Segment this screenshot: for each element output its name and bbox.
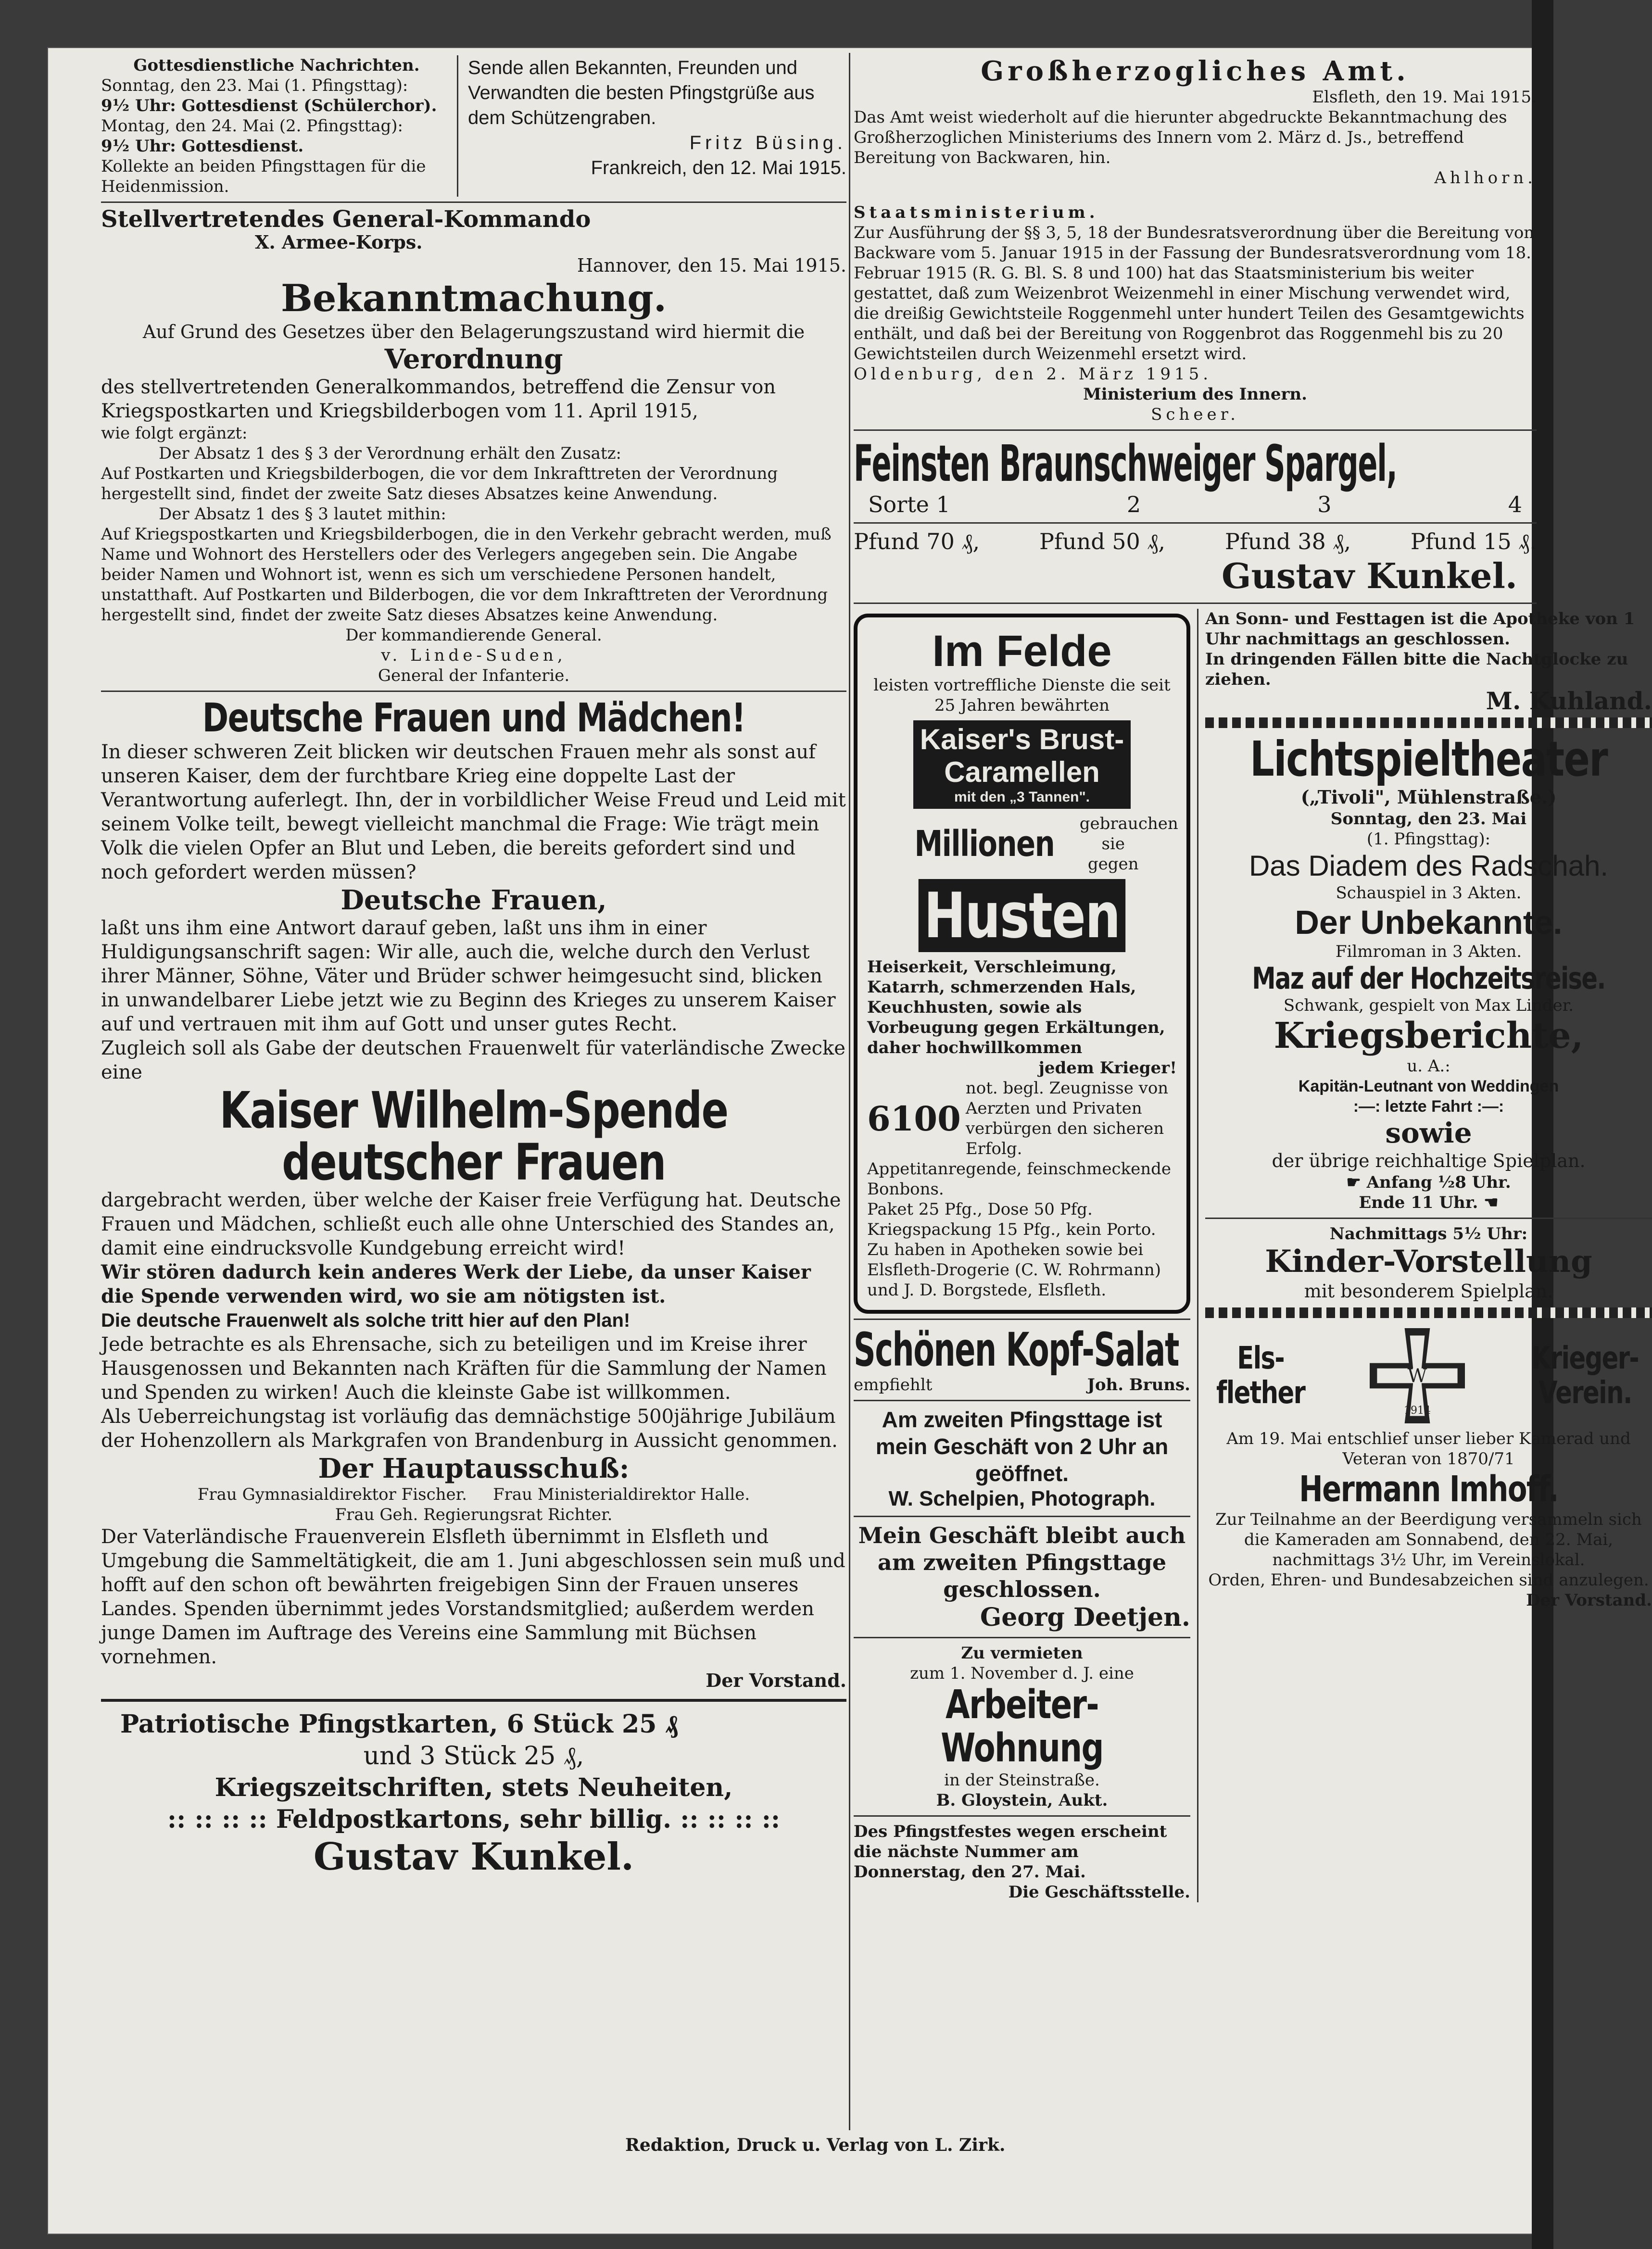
kaiser-text: Heiserkeit, Verschleimung, Katarrh, schmerzenden Hals, Keuchhusten, sowie als Vorbeugung gegen Erkältungen, daher hochwillkommen [867, 957, 1165, 1057]
kaiser-brand: Caramellen [944, 756, 1100, 788]
verein-text: Zur Teilnahme an der Beerdigung versammeln sich die Kameraden am Sonnabend, den 22. Mai, nachmittags 3½ Uhr, im Vereinslokal. [1215, 1510, 1642, 1570]
amt-date: Elsfleth, den 19. Mai 1915. [1312, 88, 1537, 107]
ausschuss-heading: Der Hauptausschuß: [318, 1453, 630, 1484]
kommando-title: Stellvertretendes General-Kommando [101, 206, 591, 233]
kommando-signature: v. Linde-Suden, [381, 646, 567, 665]
spargel-sorte: Sorte 1 [868, 491, 950, 517]
deetjen-ad [854, 1522, 1190, 1632]
staats-signature: Scheer. [1151, 405, 1239, 424]
kaiser-title: Im Felde [932, 627, 1112, 676]
pfingst-text: Des Pfingstfestes wegen erscheint die nächste Nummer am Donnerstag, den 27. Mai. [854, 1822, 1167, 1882]
apotheke-text: An Sonn- und Festtagen ist die Apotheke von 1 Uhr nachmittags an geschlossen. [1205, 609, 1635, 649]
amt-title: Großherzogliches Amt. [981, 55, 1410, 87]
wohnung-text: in der Steinstraße. [944, 1771, 1100, 1790]
gottesdienst-line: 9½ Uhr: Gottesdienst. [101, 137, 304, 156]
spargel-price: Pfund 15 ₰. [1410, 528, 1537, 554]
kommando-sub: X. Armee-Korps. [255, 231, 423, 253]
verein-name: Krieger- [1531, 1341, 1639, 1376]
spargel-price: Pfund 38 ₰, [1224, 528, 1351, 554]
wohnung-text: Zu vermieten [961, 1644, 1083, 1663]
licht-title: Lichtspieltheater [1249, 731, 1608, 787]
spargel-sorte: 3 [1317, 491, 1332, 517]
kaiser-num-row [867, 1078, 1177, 1159]
apotheke-name: M. Kuhland. [1486, 687, 1652, 715]
spargel-title: Feinsten Braunschweiger Spargel, [854, 434, 1397, 493]
staats-signature: Ministerium des Innern. [1083, 385, 1307, 404]
kunkel-line: Kriegszeitschriften, stets Neuheiten, [214, 1773, 733, 1802]
wohnung-text: zum 1. November d. J. eine [910, 1664, 1134, 1683]
ornament-border [1205, 717, 1652, 728]
gottesdienst-line: 9½ Uhr: Gottesdienst (Schülerchor). [101, 96, 437, 115]
verein-right [1532, 1341, 1639, 1410]
frauen-text: In dieser schweren Zeit blicken wir deutschen Frauen mehr als sonst auf unseren Kaiser, dem der furchtbare Krieg eine doppelte Last der Verantwortung auferlegt. Ihn, der in vorbildlicher Weise Freud und Leid mit seinem Volke teilt, bewegt vielleicht manchmal die Frage: Wie trägt mein Volk die vielen Opfer an Blut und Leben, die bereits gefordert sind und noch gefordert werden müssen? [101, 741, 846, 883]
divider [101, 201, 846, 203]
kommando-text: des stellvertretenden Generalkommandos, betreffend die Zensur von Kriegspostkarten und Kriegsbilderbogen vom 11. April 1915, [101, 376, 776, 422]
kaiser-text: Paket 25 Pfg., Dose 50 Pfg. Kriegspackung 15 Pfg., kein Porto. [867, 1200, 1156, 1239]
kaiser-text: not. begl. Zeugnisse von Aerzten und Privaten verbürgen den sicheren Erfolg. [965, 1079, 1169, 1158]
ausschuss-names: Frau Gymnasialdirektor Fischer. Frau Ministerialdirektor Halle. [197, 1485, 750, 1504]
wohnung-name: B. Gloystein, Aukt. [936, 1791, 1108, 1810]
kommando-date: Hannover, den 15. Mai 1915. [577, 255, 846, 276]
divider [854, 603, 1537, 604]
imprint-footer: Redaktion, Druck u. Verlag von L. Zirk. [625, 2135, 1006, 2155]
ausschuss-names: Frau Geh. Regierungsrat Richter. [335, 1505, 613, 1524]
verein-notice [1205, 1323, 1652, 1610]
licht-film: Das Diadem des Radschah. [1248, 850, 1609, 882]
pointing-hand-icon: ☛ [1346, 1173, 1367, 1192]
kommando-signature: General der Infanterie. [378, 666, 570, 685]
kaiser-brand-box [913, 720, 1131, 809]
divider [854, 1400, 1190, 1401]
licht-ad [1205, 733, 1652, 1303]
frauen-text: Wir stören dadurch kein anderes Werk der Liebe, da unser Kaiser die Spende verwenden wird, wo sie am nötigsten ist. [101, 1261, 811, 1307]
kaiser-brand: mit den „3 Tannen". [954, 789, 1090, 805]
spargel-name: Gustav Kunkel. [1222, 555, 1517, 596]
gottesdienst-line: Kollekte an beiden Pfingsttagen für die Heidenmission. [101, 157, 426, 196]
verordnung-heading: Verordnung [384, 343, 563, 375]
kommando-intro: Auf Grund des Gesetzes über den Belagerungszustand wird hiermit die [142, 321, 805, 342]
spargel-price: Pfund 50 ₰, [1039, 528, 1166, 554]
verein-deceased: Hermann Imhoff. [1299, 1469, 1558, 1510]
frauen-text: Die deutsche Frauenwelt als solche tritt hier auf den Plan! [101, 1310, 631, 1331]
salat-title: Schönen Kopf-Salat [854, 1323, 1179, 1377]
kommando-text: Der Absatz 1 des § 3 der Verordnung erhält den Zusatz: [159, 444, 621, 463]
licht-date: Sonntag, den 23. Mai [1330, 809, 1527, 829]
licht-ende [1205, 1193, 1652, 1213]
licht-ende-text: Ende 11 Uhr. [1359, 1193, 1478, 1212]
kaiser-brand: Kaiser's Brust- [920, 723, 1124, 755]
kommando-text: Auf Postkarten und Kriegsbilderbogen, die vor dem Inkrafttreten der Verordnung hergestellt sind, findet der zweite Satz dieses Absatzes keine Anwendung. [101, 464, 778, 503]
kaiser-ad-wrap [854, 609, 1190, 1902]
wohnung-title: Arbeiter-Wohnung [941, 1682, 1103, 1771]
staats-notice [854, 202, 1537, 425]
licht-film-sub: Filmroman in 3 Akten. [1335, 942, 1522, 961]
gruss-name: Fritz Büsing. [689, 132, 846, 153]
kaiser-text: Zu haben in Apotheken sowie bei Elsfleth-Drogerie (C. W. Rohrmann) und J. D. Borgstede, Elsfleth. [867, 1240, 1161, 1300]
divider [101, 691, 846, 692]
spargel-price: Pfund 70 ₰, [854, 528, 980, 554]
kaiser-number: 6100 [867, 1098, 961, 1139]
divider [854, 522, 1537, 524]
gottesdienst-notice [101, 55, 458, 197]
licht-sub: („Tivoli", Mühlenstraße.) [1300, 786, 1557, 808]
column-rule [849, 53, 850, 2130]
kommando-text: Auf Kriegspostkarten und Kriegsbilderbogen, die in den Verkehr gebracht werden, muß Name und Wohnort des Herstellers oder des Verlegers angegeben sein. Die Angabe beider Namen und Wohnort ist, wenn es sich um verschiedene Personen handelt, unstatthaft. Auf Postkarten und Bilderbogen, die vor dem Inkrafttreten der Verordnung hergestellt sind, findet der zweite Satz dieses Absatzes keine Anwendung. [101, 525, 832, 625]
divider [1205, 1218, 1652, 1219]
verein-name: Verein. [1539, 1375, 1632, 1411]
gruss-notice [458, 55, 846, 197]
frauen-text: Zugleich soll als Gabe der deutschen Frauenwelt für vaterländische Zwecke eine [101, 1037, 845, 1083]
frauen-text: Der Vaterländische Frauenverein Elsfleth übernimmt in Elsfleth und Umgebung die Sammeltätigkeit, die am 1. Juni abgeschlossen sein muß und hofft auf den schon oft bewährten freigebigen Sinn der Frauen unseres Landes. Spenden übernimmt jedes Vorstandsmitglied; außerdem werden junge Damen im Auftrage des Vereins eine Sammlung mit Büchsen vornehmen. [101, 1526, 845, 1668]
right-sub-column [1197, 609, 1652, 1902]
pfingst-signature: Die Geschäftsstelle. [1008, 1883, 1190, 1902]
kommando-text: Der Absatz 1 des § 3 lautet mithin: [159, 504, 446, 524]
verein-left [1216, 1341, 1305, 1410]
spargel-sorte: 4 [1508, 491, 1522, 517]
divider-thick [101, 1699, 846, 1702]
frauen-subheading: Deutsche Frauen, [340, 884, 607, 916]
gottesdienst-title: Gottesdienstliche Nachrichten. [133, 56, 420, 75]
right-column [854, 55, 1652, 1902]
licht-film: Der Unbekannte. [1295, 904, 1563, 941]
kunkel-line: Patriotische Pfingstkarten, 6 Stück 25 ₰ [120, 1709, 678, 1739]
salat-emp: empfiehlt [854, 1375, 933, 1395]
licht-anfang-text: Anfang ½8 Uhr. [1366, 1173, 1511, 1192]
schelpien-name: W. Schelpien, Photograph. [888, 1487, 1156, 1510]
licht-film-sub: Schwank, gespielt von Max Linder. [1283, 996, 1574, 1015]
staats-title: Staatsministerium. [854, 203, 1099, 222]
bekanntmachung-heading: Bekanntmachung. [281, 276, 667, 320]
licht-kinder: Kinder-Vorstellung [1265, 1244, 1592, 1280]
left-column [101, 55, 846, 1879]
spargel-sorte: 2 [1126, 491, 1141, 517]
kunkel-name: Gustav Kunkel. [313, 1835, 634, 1879]
kommando-notice [101, 208, 846, 686]
frauen-appeal [101, 697, 846, 1692]
salat-name: Joh. Bruns. [1087, 1375, 1190, 1395]
licht-anfang [1205, 1172, 1652, 1193]
divider [854, 1637, 1190, 1638]
gottesdienst-line: Sonntag, den 23. Mai (1. Pfingsttag): [101, 76, 408, 95]
kommando-text: wie folgt ergänzt: [101, 424, 248, 443]
licht-kinder-sub: mit besonderem Spielplan. [1304, 1281, 1553, 1302]
gottesdienst-line: Montag, den 24. Mai (2. Pfingsttag): [101, 116, 403, 136]
kaiser-text: leisten vortreffliche Dienste die seit 25 Jahren bewährten [873, 676, 1171, 715]
pointing-hand-icon: ☚ [1478, 1193, 1499, 1212]
licht-film-sub: u. A.: [1407, 1056, 1450, 1076]
schelpien-ad [854, 1406, 1190, 1511]
verein-year: 1914 [1403, 1405, 1431, 1417]
licht-film-sub: :—: letzte Fahrt :—: [1353, 1097, 1504, 1116]
gottes-block [101, 55, 846, 197]
kaiser-text: gebrauchen sie gegen [1079, 814, 1178, 874]
staats-date: Oldenburg, den 2. März 1915. [854, 364, 1212, 384]
verein-text: Orden, Ehren- und Bundesabzeichen sind anzulegen. [1208, 1571, 1649, 1590]
pfingst-notice [854, 1822, 1190, 1902]
verein-text: Am 19. Mai entschlief unser lieber Kamerad und Veteran von 1870/71 [1226, 1429, 1631, 1469]
frauen-text: dargebracht werden, über welche der Kaiser freie Verfügung hat. Deutsche Frauen und Mädchen, schließt euch alle ohne Unterschied des Standes an, damit eine eindrucksvolle Kundgebung erreicht wird! [101, 1189, 841, 1259]
spargel-ad [854, 436, 1537, 598]
kaiser-millionen: Millionen [914, 823, 1055, 865]
ornament-border [1205, 1307, 1652, 1318]
gruss-text: Sende allen Bekannten, Freunden und Verwandten die besten Pfingstgrüße aus dem Schützengraben. [468, 57, 815, 128]
verein-name: flether [1216, 1375, 1305, 1411]
kommando-signature: Der kommandierende General. [345, 626, 602, 645]
verein-header [1205, 1323, 1652, 1429]
verein-name: Els- [1237, 1341, 1285, 1376]
kunkel-ad [101, 1709, 846, 1879]
salat-ad [854, 1325, 1190, 1395]
kaiser-text: jedem Krieger! [1038, 1058, 1177, 1078]
licht-film-sub: der übrige reichhaltige Spielplan. [1272, 1150, 1586, 1171]
licht-film: Kriegsberichte, [1274, 1015, 1584, 1056]
frauen-text: Als Ueberreichungstag ist vorläufig das demnächstige 500jährige Jubiläum der Hohenzollern als Markgrafen von Brandenburg in Aussicht genommen. [101, 1406, 838, 1452]
amt-signature: Ahlhorn. [1434, 168, 1537, 188]
spende-heading: Kaiser Wilhelm-Spende deutscher Frauen [219, 1081, 728, 1192]
staats-text: Zur Ausführung der §§ 3, 5, 18 der Bundesratsverordnung über die Bereitung von Backware vom 5. Januar 1915 in der Fassung der Bundesratsverordnung vom 18. Februar 1915 (R. G. Bl. S. 8 und 100) hat das Staatsministerium bis weiter gestattet, daß zum Weizenbrot Weizenmehl in einer Mischung verwendet wird, die dreißig Gewichtsteile Roggenmehl unter hundert Teilen des Gesamtgewichts enthält, und daß bei der Bereitung von Roggenbrot das Roggenmehl bis zu 20 Gewichtsteilen durch Weizenmehl ersetzt wird. [854, 223, 1535, 364]
frauen-text: Jede betrachte es als Ehrensache, sich zu beteiligen und im Kreise ihrer Hausgenossen und Bekannten nach Kräften für die Sammlung der Namen und Spenden zu wirken! Auch die kleinste Gabe ist willkommen. [101, 1333, 827, 1404]
schelpien-text: Am zweiten Pfingsttage ist mein Geschäft von 2 Uhr an geöffnet. [875, 1407, 1169, 1486]
kunkel-line: :: :: :: :: Feldpostkartons, sehr billig. :: :: :: :: [167, 1805, 781, 1834]
spargel-sorte-row [854, 491, 1537, 517]
verein-signature: Der Vorstand. [1526, 1591, 1652, 1610]
wohnung-ad [854, 1643, 1190, 1810]
licht-nach: Nachmittags 5½ Uhr: [1329, 1224, 1528, 1244]
apotheke-notice [1205, 609, 1652, 713]
kaiser-text: Appetitanregende, feinschmeckende Bonbons. [867, 1159, 1172, 1199]
kaiser-husten: Husten [919, 879, 1125, 952]
kunkel-line: und 3 Stück 25 ₰, [363, 1742, 584, 1771]
deetjen-name: Georg Deetjen. [980, 1603, 1190, 1632]
divider [854, 1815, 1190, 1817]
spargel-price-row [854, 528, 1537, 554]
iron-cross-icon [1364, 1323, 1470, 1429]
gruss-place: Frankreich, den 12. Mai 1915. [591, 157, 846, 178]
divider [854, 429, 1537, 431]
licht-date: (1. Pfingsttag): [1366, 829, 1491, 849]
kaiser-mill-row [867, 814, 1177, 874]
amt-text: Das Amt weist wiederholt auf die hierunter abgedruckte Bekanntmachung des Großherzoglichen Ministeriums des Innern vom 2. März d. Js., betreffend Bereitung von Backwaren, hin. [854, 108, 1507, 167]
licht-film-sub: Schauspiel in 3 Akten. [1336, 883, 1522, 903]
salat-row [854, 1375, 1190, 1395]
frauen-title: Deutsche Frauen und Mädchen! [202, 695, 745, 741]
divider [854, 1516, 1190, 1517]
licht-sowie: sowie [1385, 1117, 1472, 1149]
kaiser-ad [854, 614, 1190, 1314]
licht-film-sub: Kapitän-Leutnant von Weddingen [1298, 1077, 1559, 1095]
divider [854, 1319, 1190, 1320]
svg-text:W: W [1407, 1365, 1427, 1387]
amt-notice [854, 55, 1537, 188]
apotheke-text: In dringenden Fällen bitte die Nachtglocke zu ziehen. [1205, 650, 1628, 689]
frauen-signature: Der Vorstand. [706, 1670, 846, 1691]
licht-film: Maz auf der Hochzeitsreise. [1252, 961, 1605, 996]
frauen-text: laßt uns ihm eine Antwort darauf geben, laßt uns ihm in einer Huldigungsanschrift sagen: Wir alle, auch die, welche durch den Verlust ihrer Männer, Söhne, Väter und Brüder schwer heimgesucht sind, blicken in unwandelbarer Liebe jetzt wie zu Beginn des Krieges zu unserem Kaiser auf und vertrauen mit ihm auf Gott und unser gutes Recht. [101, 917, 836, 1035]
deetjen-text: Mein Geschäft bleibt auch am zweiten Pfingsttage geschlossen. [858, 1522, 1186, 1602]
mid-section [854, 609, 1652, 1902]
